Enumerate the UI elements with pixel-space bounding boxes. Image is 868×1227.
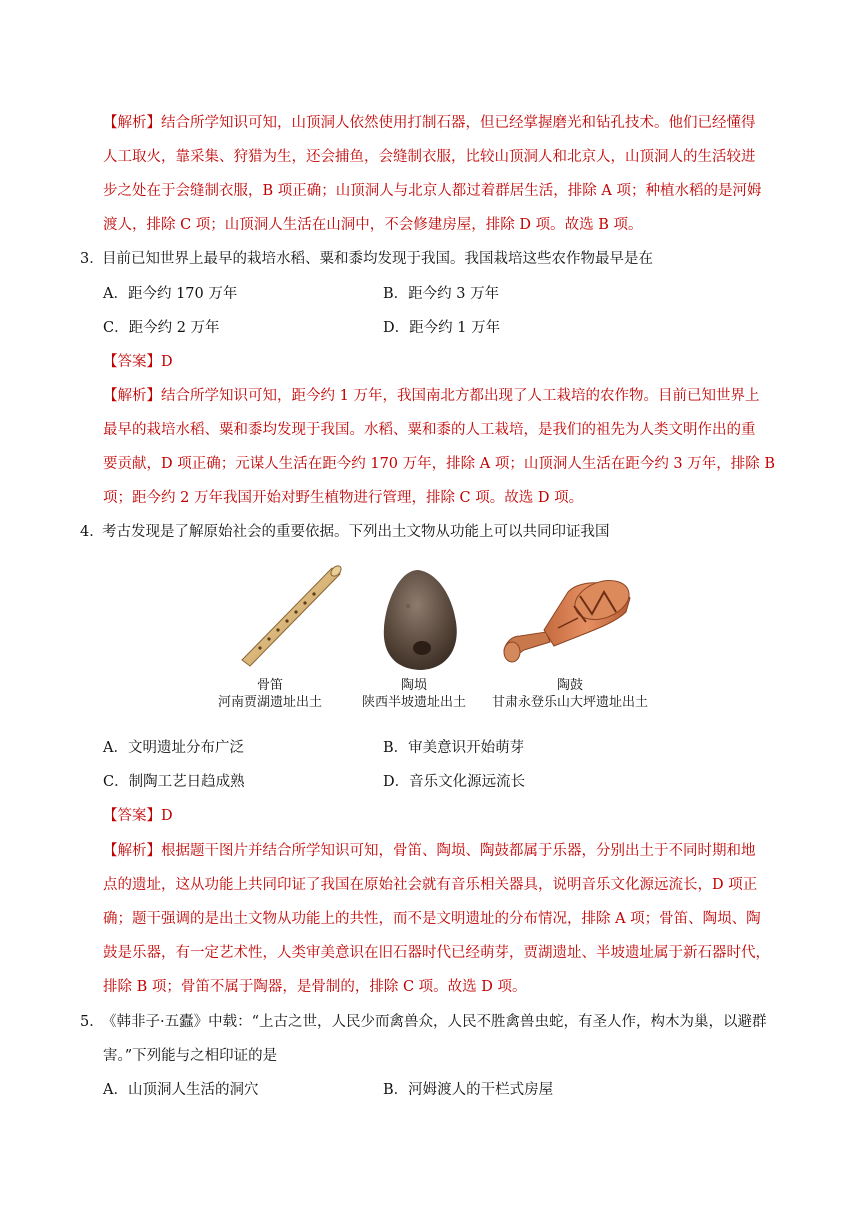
q2-analysis-line-4: 渡人，排除 C 项；山顶洞人生活在山洞中，不会修建房屋，排除 D 项。故选 B 项。 <box>103 217 643 233</box>
q5-stem-line-2: 害。”下列能与之相印证的是 <box>103 1048 278 1064</box>
pottery-xun-image <box>378 566 462 672</box>
figure-caption-pottery-xun <box>352 677 476 711</box>
figure-name: 陶埙 <box>400 678 427 693</box>
q4-answer <box>103 806 173 826</box>
q4-analysis-line-2: 点的遗址，这从功能上共同印证了我国在原始社会就有音乐相关器具，说明音乐文化源远流长，D 项正 <box>103 877 758 893</box>
figure-name: 陶鼓 <box>556 678 583 693</box>
bone-flute-image <box>228 562 348 674</box>
q4-stem: 4．考古发现是了解原始社会的重要依据。下列出土文物从功能上可以共同印证我国 <box>80 524 610 540</box>
q3-answer <box>103 352 173 372</box>
question-number: 5． <box>80 1014 104 1030</box>
q5-option-a: A．山顶洞人生活的洞穴 <box>103 1082 259 1098</box>
q3-option-d: D．距今约 1 万年 <box>383 320 501 336</box>
q2-analysis-line-1: 【解析】结合所学知识可知，山顶洞人依然使用打制石器，但已经掌握磨光和钻孔技术。他们已经懂得 <box>103 115 756 131</box>
figure-caption-pottery-drum <box>484 677 656 711</box>
q3-stem: 3．目前已知世界上最早的栽培水稻、粟和黍均发现于我国。我国栽培这些农作物最早是在 <box>80 251 653 267</box>
q4-option-a: A．文明遗址分布广泛 <box>103 740 244 756</box>
analysis-tag: 【解析】 <box>103 843 161 859</box>
answer-value: D <box>161 808 173 824</box>
q3-option-b: B．距今约 3 万年 <box>383 286 500 302</box>
q4-option-d: D．音乐文化源远流长 <box>383 774 526 790</box>
q3-analysis-line-3: 要贡献，D 项正确；元谋人生活在距今约 170 万年，排除 A 项；山顶洞人生活在距今约 3 万年，排除 B <box>103 456 776 472</box>
answer-value: D <box>161 354 173 370</box>
figure-site: 河南贾湖遗址出土 <box>217 695 322 710</box>
answer-tag: 【答案】 <box>103 808 161 824</box>
question-number: 4． <box>80 524 104 540</box>
analysis-tag: 【解析】 <box>103 115 161 131</box>
q4-option-c: C．制陶工艺日趋成熟 <box>103 774 245 790</box>
q3-option-a: A．距今约 170 万年 <box>103 286 238 302</box>
q4-analysis-line-1: 【解析】根据题干图片并结合所学知识可知，骨笛、陶埙、陶鼓都属于乐器，分别出土于不同时期和地 <box>103 843 756 859</box>
question-number: 3． <box>80 251 104 267</box>
figure-name: 骨笛 <box>256 678 283 693</box>
q5-stem-line-1: 5．《韩非子·五蠹》中载：“上古之世，人民少而禽兽众，人民不胜禽兽虫蛇，有圣人作，构木为巢，以避群 <box>80 1014 767 1030</box>
answer-tag: 【答案】 <box>103 354 161 370</box>
q3-analysis-line-4: 项；距今约 2 万年我国开始对野生植物进行管理，排除 C 项。故选 D 项。 <box>103 490 584 506</box>
figure-site: 甘肃永登乐山大坪遗址出土 <box>491 695 648 710</box>
figure-site: 陕西半坡遗址出土 <box>361 695 466 710</box>
q4-option-b: B．审美意识开始萌芽 <box>383 740 525 756</box>
q4-analysis-line-5: 排除 B 项；骨笛不属于陶器，是骨制的，排除 C 项。故选 D 项。 <box>103 979 527 995</box>
q4-analysis-line-4: 鼓是乐器，有一定艺术性，人类审美意识在旧石器时代已经萌芽，贾湖遗址、半坡遗址属于新石器时代， <box>103 945 770 961</box>
q3-analysis-line-2: 最早的栽培水稻、粟和黍均发现于我国。水稻、粟和黍的人工栽培，是我们的祖先为人类文明作出的重 <box>103 422 756 438</box>
pottery-drum-image <box>498 572 636 672</box>
q2-analysis-line-2: 人工取火，靠采集、狩猎为生，还会捕鱼，会缝制衣服，比较山顶洞人和北京人，山顶洞人的生活较进 <box>103 149 756 165</box>
q3-analysis-line-1: 【解析】结合所学知识可知，距今约 1 万年，我国南北方都出现了人工栽培的农作物。目前已知世界上 <box>103 388 760 404</box>
q5-option-b: B．河姆渡人的干栏式房屋 <box>383 1082 554 1098</box>
analysis-tag: 【解析】 <box>103 388 161 404</box>
q3-option-c: C．距今约 2 万年 <box>103 320 220 336</box>
q4-analysis-line-3: 确；题干强调的是出土文物从功能上的共性，而不是文明遗址的分布情况，排除 A 项；骨笛、陶埙、陶 <box>103 911 761 927</box>
figure-caption-bone-flute <box>208 677 332 711</box>
q2-analysis-line-3: 步之处在于会缝制衣服，B 项正确；山顶洞人与北京人都过着群居生活，排除 A 项；种植水稻的是河姆 <box>103 183 762 199</box>
